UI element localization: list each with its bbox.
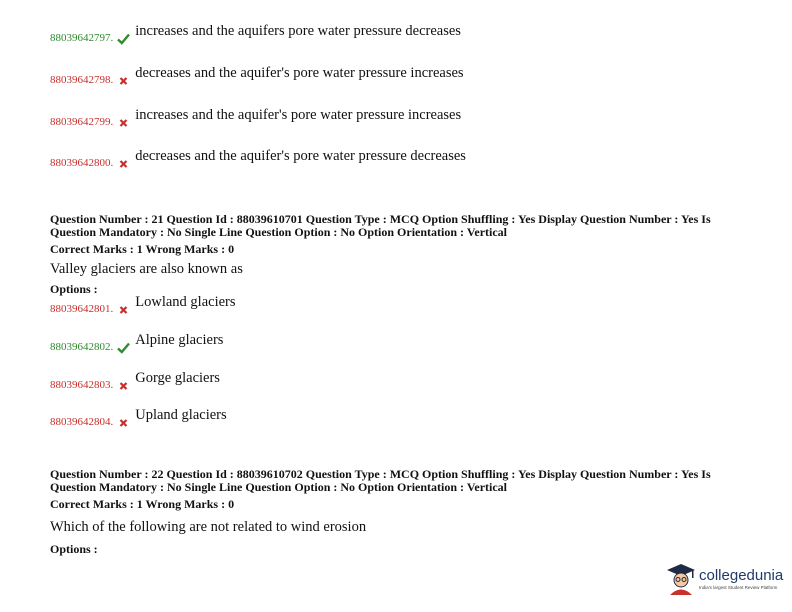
question-text: Which of the following are not related to wind erosion: [50, 519, 367, 535]
option-row: [50, 148, 466, 170]
option-row: [50, 332, 224, 354]
cross-icon: [117, 158, 130, 170]
option-id: 88039642804.: [50, 415, 114, 428]
option-text: Gorge glaciers: [135, 370, 220, 386]
option-text: increases and the aquifer's pore water pressure increases: [135, 107, 462, 123]
option-text: Alpine glaciers: [135, 332, 224, 348]
option-text: decreases and the aquifer's pore water pressure decreases: [135, 148, 466, 164]
check-icon: [117, 342, 130, 354]
option-id: 88039642803.: [50, 378, 114, 391]
option-text: Upland glaciers: [135, 407, 227, 423]
options-label: Options :: [50, 282, 98, 296]
logo-name: collegedunia: [699, 567, 784, 584]
option-id: 88039642802.: [50, 340, 114, 353]
option-text: increases and the aquifers pore water pressure decreases: [135, 23, 461, 39]
option-row: [50, 65, 464, 87]
question-meta: [50, 213, 750, 239]
option-row: [50, 294, 236, 316]
marks-line: Correct Marks : 1 Wrong Marks : 0: [50, 497, 235, 511]
collegedunia-logo: [666, 563, 783, 595]
question-text: Valley glaciers are also known as: [50, 261, 243, 277]
option-id: 88039642799.: [50, 115, 114, 128]
option-row: [50, 370, 220, 392]
cross-icon: [117, 117, 130, 129]
question-meta: [50, 468, 750, 494]
option-row: [50, 407, 227, 429]
cross-icon: [117, 75, 130, 87]
meta-line: Question Number : 22 Question Id : 88039610702 Question Type : MCQ Option Shuffling : Yes Display Question Number : Yes Is: [50, 467, 711, 481]
meta-line: Question Mandatory : No Single Line Question Option : No Option Orientation : Vertical: [50, 225, 508, 239]
meta-line: Question Number : 21 Question Id : 88039610701 Question Type : MCQ Option Shuffling : Yes Display Question Number : Yes Is: [50, 212, 711, 226]
option-id: 88039642801.: [50, 302, 114, 315]
options-label: Options :: [50, 542, 98, 556]
option-row: [50, 107, 462, 129]
meta-line: Question Mandatory : No Single Line Question Option : No Option Orientation : Vertical: [50, 480, 508, 494]
option-id: 88039642798.: [50, 73, 114, 86]
option-id: 88039642800.: [50, 156, 114, 169]
option-row: [50, 23, 461, 45]
cross-icon: [117, 380, 130, 392]
option-text: decreases and the aquifer's pore water pressure increases: [135, 65, 464, 81]
option-id: 88039642797.: [50, 31, 114, 44]
cross-icon: [117, 304, 130, 316]
cross-icon: [117, 417, 130, 429]
graduate-icon: [666, 563, 696, 595]
marks-line: Correct Marks : 1 Wrong Marks : 0: [50, 242, 235, 256]
logo-tagline: India's largest Student Review Platform: [699, 585, 778, 590]
check-icon: [117, 33, 130, 45]
option-text: Lowland glaciers: [135, 294, 236, 310]
